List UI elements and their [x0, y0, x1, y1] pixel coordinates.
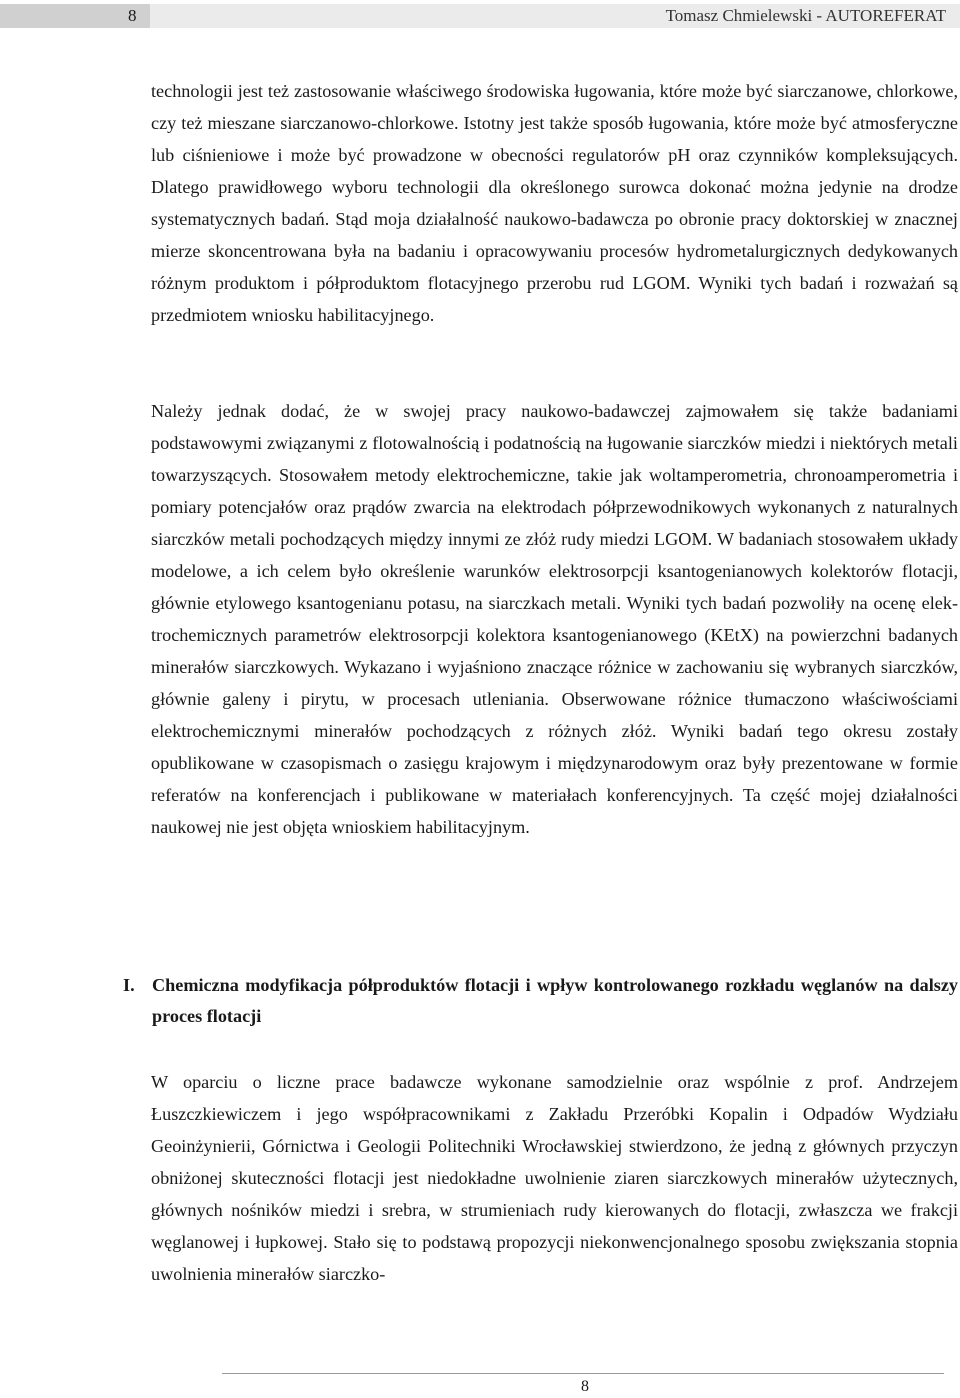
section-title: Chemiczna modyfikacja półproduktów flotacji i wpływ kontrolowanego rozkładu węglanów na dalszy proces flotacji — [152, 975, 958, 1026]
header-page-number: 8 — [128, 6, 137, 25]
footer-divider — [222, 1373, 944, 1374]
header-author-title: Tomasz Chmielewski - AUTOREFERAT — [665, 6, 946, 25]
footer-page-number: 8 — [581, 1378, 589, 1395]
body-paragraph-2: Należy jednak dodać, że w swojej pracy naukowo-badawczej zajmowałem się także badaniami podstawowymi związanymi z flotowalnością i podatnością na ługowanie siarczków miedzi i niektórych metali towarzyszących. Stosowałem metody elektrochemiczne, takie jak woltamperometria, chronoamperometria i pomiary potencjałów oraz prądów zwarcia na elektrodach półprzewodnikowych wykonanych z naturalnych siarczków metali pochodzących między innymi ze złóż rudy miedzi LGOM. W badaniach stosowałem układy modelowe, a ich celem było określenie warunków elektrosorpcji ksantogenianowych kolektorów flotacji, głównie etylowego ksantogenianu potasu, na siarczkach metali. Wyniki tych badań pozwoliły na ocenę elektrochemicznych parametrów elektrosorpcji kolektora ksantogenianowego (KEtX) na powierzchni badanych minerałów siarczkowych. Wykazano i wyjaśniono znaczące różnice w zachowaniu się wybranych siarczków, głównie galeny i pirytu, w procesach utleniania. Obserwowane różnice tłumaczono właściwościami elektrochemicznymi minerałów pochodzących z różnych złóż. Wyniki badań tego okresu zostały opublikowane w czasopismach o zasięgu krajowym i międzynarodowym oraz były prezentowane w formie referatów na konferencjach i publikowane w materiałach konferencyjnych. Ta część mojej działalności naukowej nie jest objęta wnioskiem habilitacyjnym. — [151, 401, 958, 837]
section-heading — [123, 970, 958, 1032]
header-page-box — [0, 4, 150, 28]
section-numeral: I. — [123, 975, 135, 995]
body-paragraph-1: technologii jest też zastosowanie właściwego środowiska ługowania, które może być siarczanowe, chlorkowe, czy też mieszane siarczanowo-chlorkowe. Istotny jest także sposób ługowania, które może być atmosferyczne lub ciśnieniowe i może być prowadzone w obecności regulatorów pH oraz czynników kompleksujących. Dlatego prawidłowego wyboru technologii dla określonego surowca dokonać można jedynie na drodze systematycznych badań. Stąd moja działalność naukowo-badawcza po obronie pracy doktorskiej w znacznej mierze skoncentrowana była na badaniu i opracowywaniu procesów hydrometalurgicznych dedykowanych różnym produktom i półproduktom flotacyjnego przerobu rud LGOM. Wyniki tych badań i rozważań są przedmiotem wniosku habilitacyjnego. — [151, 81, 958, 325]
body-paragraph-3: W oparciu o liczne prace badawcze wykonane samodzielnie oraz wspólnie z prof. Andrzejem Łuszczkiewiczem i jego współpracownikami z Zakładu Przeróbki Kopalin i Odpadów Wydziału Geoinżynierii, Górnictwa i Geologii Politechniki Wrocławskiej stwierdzono, że jedną z głównych przyczyn obniżonej skuteczności flotacji jest niedokładne uwolnienie ziaren siarczkowych minerałów użytecznych, głównych nośników miedzi i srebra, w strumieniach rudy kierowanych do flotacji, zwłaszcza we frakcji węglanowej i łupkowej. Stało się to podstawą propozycji niekonwencjonalnego sposobu zwiększania stopnia uwolnienia minerałów siarczko- — [151, 1072, 958, 1284]
page-header — [0, 4, 960, 28]
